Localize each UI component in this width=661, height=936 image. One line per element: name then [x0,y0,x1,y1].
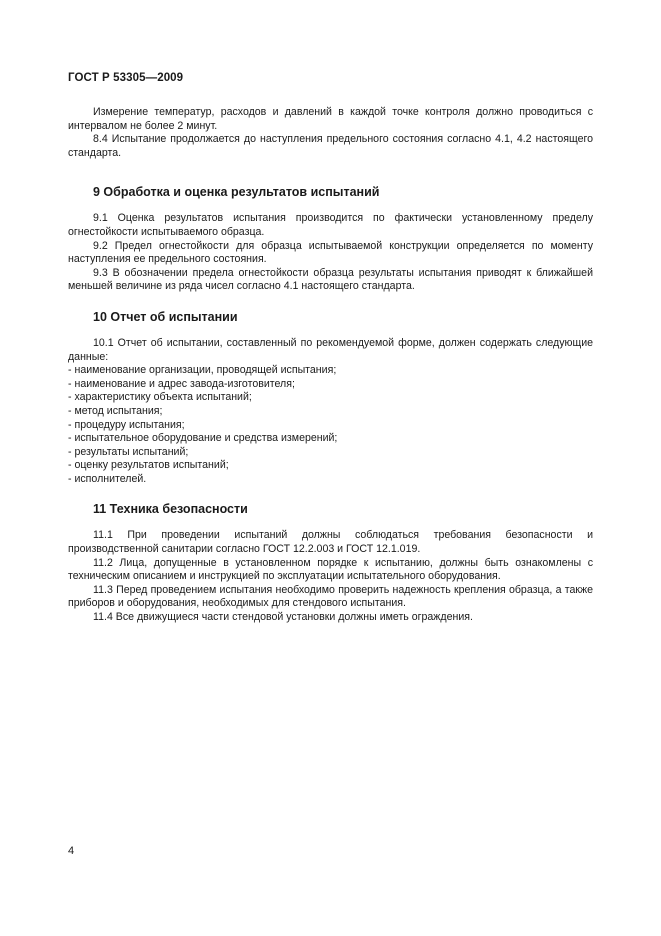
paragraph-9-3: 9.3 В обозначении предела огнестойкости образца результаты испытания приводят к ближайшей меньшей величине из ряда чисел согласно 4.1 настоящего стандарта. [68,266,593,293]
list-item: - исполнителей. [68,472,147,485]
paragraph-9-2: 9.2 Предел огнестойкости для образца испытываемой конструкции определяется по моменту наступления ее предельного состояния. [68,239,593,266]
list-item: - оценку результатов испытаний; [68,459,229,472]
document-body [68,106,593,625]
section-9-heading: 9 Обработка и оценка результатов испытаний [93,185,380,200]
list-item: - наименование организации, проводящей испытания; [68,364,337,377]
report-contents-list [68,364,593,486]
list-item: - наименование и адрес завода-изготовителя; [68,377,295,390]
paragraph-11-3: 11.3 Перед проведением испытания необходимо проверить надежность крепления образца, а также приборов и оборудования, необходимых для стендового испытания. [68,583,593,610]
paragraph-8-4: 8.4 Испытание продолжается до наступления предельного состояния согласно 4.1, 4.2 настоящего стандарта. [68,133,593,159]
page-number: 4 [68,845,75,857]
document-header: ГОСТ Р 53305—2009 [68,72,184,84]
list-item: - испытательное оборудование и средства измерений; [68,432,338,445]
section-10-heading: 10 Отчет об испытании [93,309,238,324]
paragraph-11-4: 11.4 Все движущиеся части стендовой установки должны иметь ограждения. [93,611,473,624]
paragraph-11-2: 11.2 Лица, допущенные в установленном порядке к испытанию, должны быть ознакомлены с техническим описанием и инструкцией по эксплуатации испытательного оборудования. [68,556,593,583]
paragraph-10-1: 10.1 Отчет об испытании, составленный по рекомендуемой форме, должен содержать следующие данные: [68,336,593,363]
section-11-heading: 11 Техника безопасности [93,502,248,517]
list-item: - результаты испытаний; [68,445,189,458]
paragraph-11-1: 11.1 При проведении испытаний должны соблюдаться требования безопасности и производственной санитарии согласно ГОСТ 12.2.003 и ГОСТ 12.1.019. [68,529,593,556]
paragraph-9-1: 9.1 Оценка результатов испытания производится по фактически установленному пределу огнестойкости испытываемого образца. [68,212,593,238]
list-item: - метод испытания; [68,404,163,417]
list-item: - характеристику объекта испытаний; [68,391,252,404]
list-item: - процедуру испытания; [68,418,185,431]
paragraph-measurement-interval: Измерение температур, расходов и давлений в каждой точке контроля должно проводиться с интервалом не более 2 минут. [68,106,593,132]
